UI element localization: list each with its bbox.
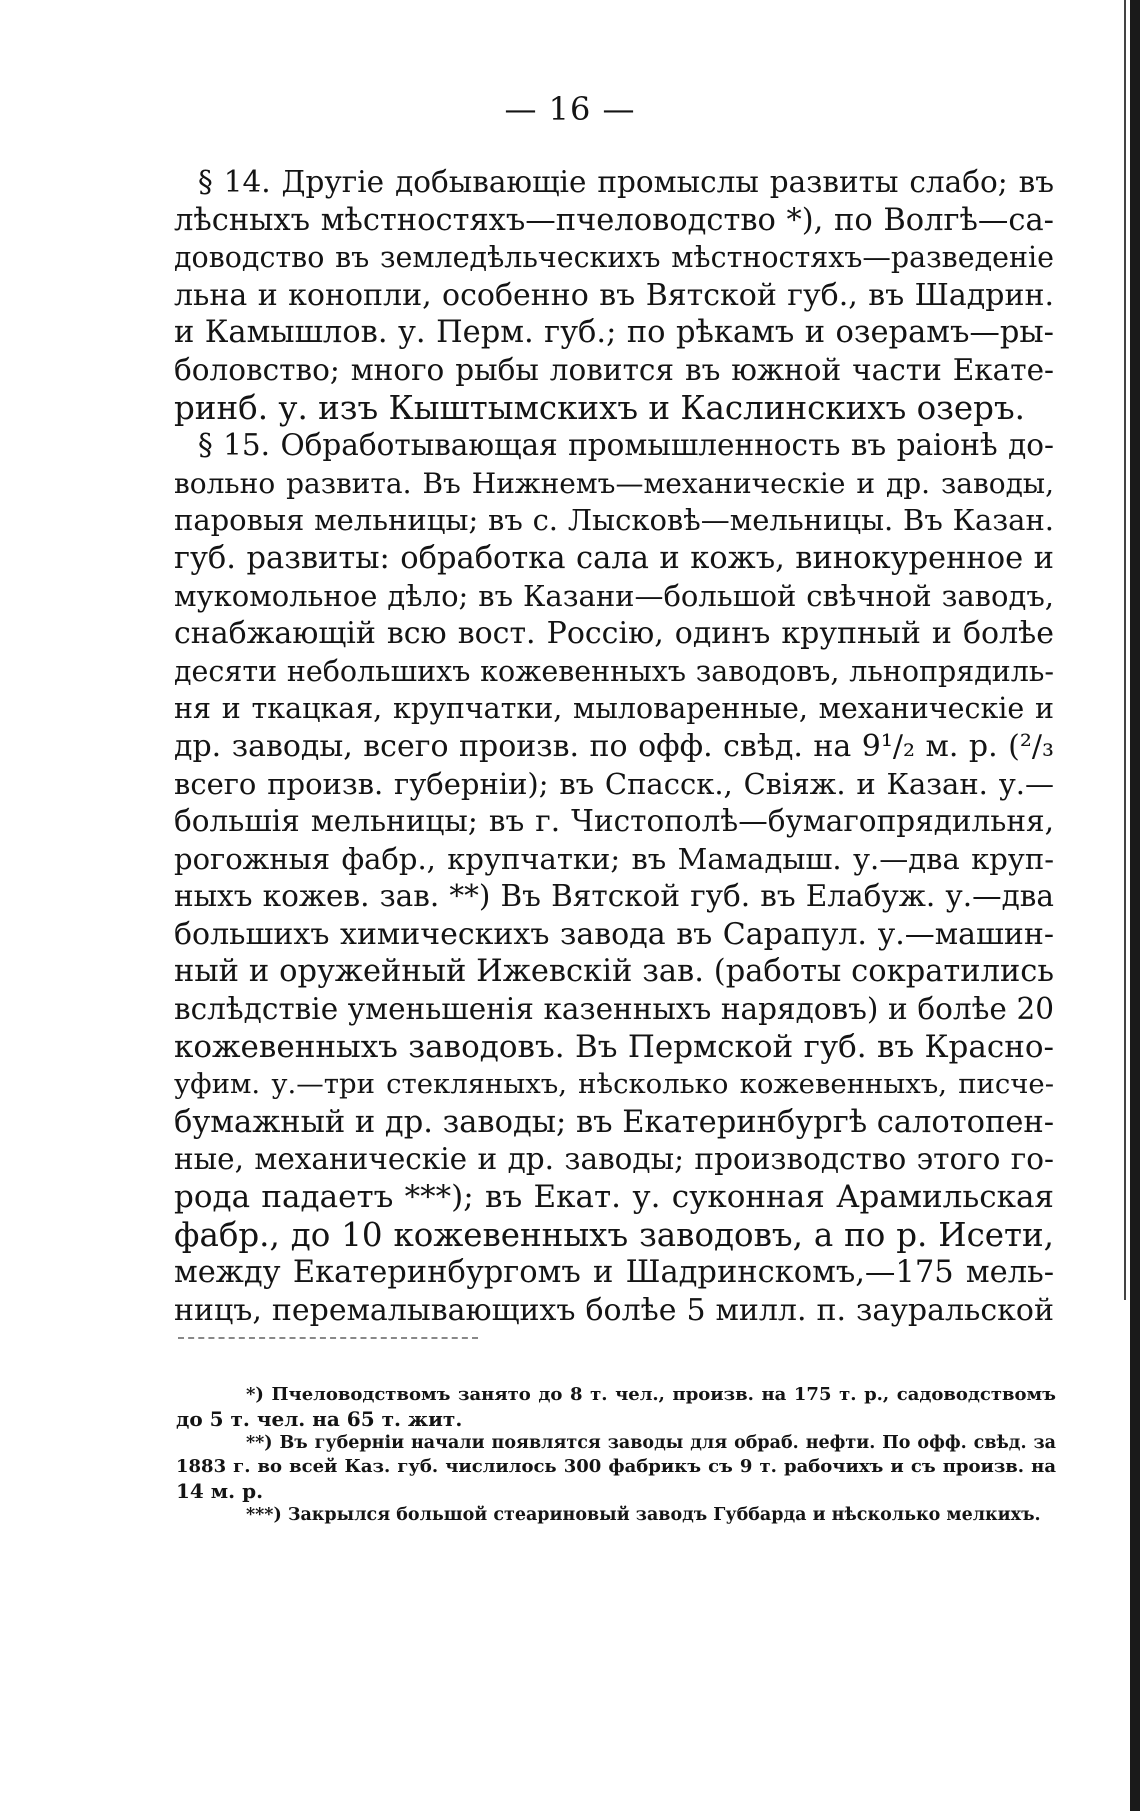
text-line: паровыя мельницы; въ с. Лысковѣ—мельницы. Въ Казан.	[174, 503, 1054, 538]
page-edge-line	[1124, 0, 1126, 1300]
text-line: ницъ, перемалывающихъ болѣе 5 милл. п. зауральской	[174, 1292, 1054, 1328]
text-line: лѣсныхъ мѣстностяхъ—пчеловодство *), по Волгѣ—са-	[174, 202, 1054, 238]
text-line: рогожныя фабр., крупчатки; въ Мамадыш. у.—два круп-	[174, 841, 1054, 876]
text-line: боловство; много рыбы ловится въ южной части Екате-	[174, 352, 1054, 387]
body-text	[174, 164, 1054, 1329]
footnotes	[176, 1383, 1056, 1527]
text-line: др. заводы, всего произв. по офф. свѣд. на 9¹/₂ м. р. (²/₃	[174, 728, 1054, 764]
text-line: вслѣдствіе уменьшенія казенныхъ нарядовъ) и болѣе 20	[174, 992, 1054, 1027]
text-line: ный и оружейный Ижевскій зав. (работы сократились	[174, 954, 1054, 990]
text-line: уфим. у.—три стекляныхъ, нѣсколько кожевенныхъ, писче-	[174, 1068, 1054, 1101]
text-line: рода падаетъ ***); въ Екат. у. суконная Арамильская	[174, 1179, 1054, 1216]
text-line: большихъ химическихъ завода въ Сарапул. у.—машин-	[174, 916, 1054, 952]
footnote-2: **) Въ губерніи начали появлятся заводы для обраб. нефти. По офф. свѣд. за	[246, 1433, 1056, 1453]
text-line: вольно развита. Въ Нижнемъ—механическіе и др. заводы,	[174, 466, 1054, 500]
text-line: всего произв. губерніи); въ Спасск., Свіяж. и Казан. у.—	[174, 766, 1054, 801]
text-line: ринб. у. изъ Кыштымскихъ и Каслинскихъ озеръ.	[174, 388, 1025, 427]
footnote-1: *) Пчеловодствомъ занято до 8 т. чел., произв. на 175 т. р., садоводствомъ	[246, 1384, 1056, 1405]
paragraph-15-start: § 15. Обработывающая промышленность въ раіонѣ до-	[198, 428, 1054, 463]
text-line: губ. развиты: обработка сала и кожъ, винокуренное и	[174, 540, 1054, 576]
footnote-3: ***) Закрылся большой стеариновый заводъ Губбарда и нѣсколько мелкихъ.	[246, 1505, 1041, 1525]
footnote-divider	[178, 1337, 478, 1339]
text-line: ныхъ кожев. зав. **) Въ Вятской губ. въ Елабуж. у.—два	[174, 879, 1054, 914]
text-line: большія мельницы; въ г. Чистополѣ—бумагопрядильня,	[174, 804, 1054, 839]
text-line: ня и ткацкая, крупчатки, мыловаренные, механическіе и	[174, 692, 1054, 726]
text-line: между Екатеринбургомъ и Шадринскомъ,—175 мель-	[174, 1255, 1054, 1291]
text-line: и Камышлов. у. Перм. губ.; по рѣкамъ и озерамъ—ры-	[174, 315, 1054, 351]
text-line: фабр., до 10 кожевенныхъ заводовъ, а по р. Исети,	[174, 1215, 1054, 1254]
paragraph-14-start: § 14. Другіе добывающіе промыслы развиты слабо; въ	[198, 165, 1054, 199]
page-edge-shadow	[1130, 0, 1140, 1811]
footnote-2-end: 14 м. р.	[176, 1479, 264, 1503]
text-line: мукомольное дѣло; въ Казани—большой свѣчной заводъ,	[174, 578, 1054, 613]
text-line: доводство въ земледѣльческихъ мѣстностяхъ—разведеніе	[174, 241, 1054, 275]
text-line: бумажный и др. заводы; въ Екатеринбургѣ салотопен-	[174, 1104, 1055, 1140]
text-line: десяти небольшихъ кожевенныхъ заводовъ, льнопрядиль-	[174, 654, 1054, 688]
text-line: кожевенныхъ заводовъ. Въ Пермской губ. въ Красно-	[174, 1028, 1054, 1065]
text-line: снабжающій всю вост. Россію, одинъ крупный и болѣе	[174, 616, 1054, 652]
footnote-2-cont: 1883 г. во всей Каз. губ. числилось 300 фабрикъ съ 9 т. рабочихъ и съ произв. на	[176, 1456, 1056, 1477]
text-line: ные, механическіе и др. заводы; производство этого го-	[174, 1142, 1054, 1177]
text-line: льна и конопли, особенно въ Вятской губ., въ Шадрин.	[174, 277, 1054, 313]
page-number: — 16 —	[504, 90, 636, 128]
footnote-1-cont: до 5 т. чел. на 65 т. жит.	[176, 1407, 463, 1431]
